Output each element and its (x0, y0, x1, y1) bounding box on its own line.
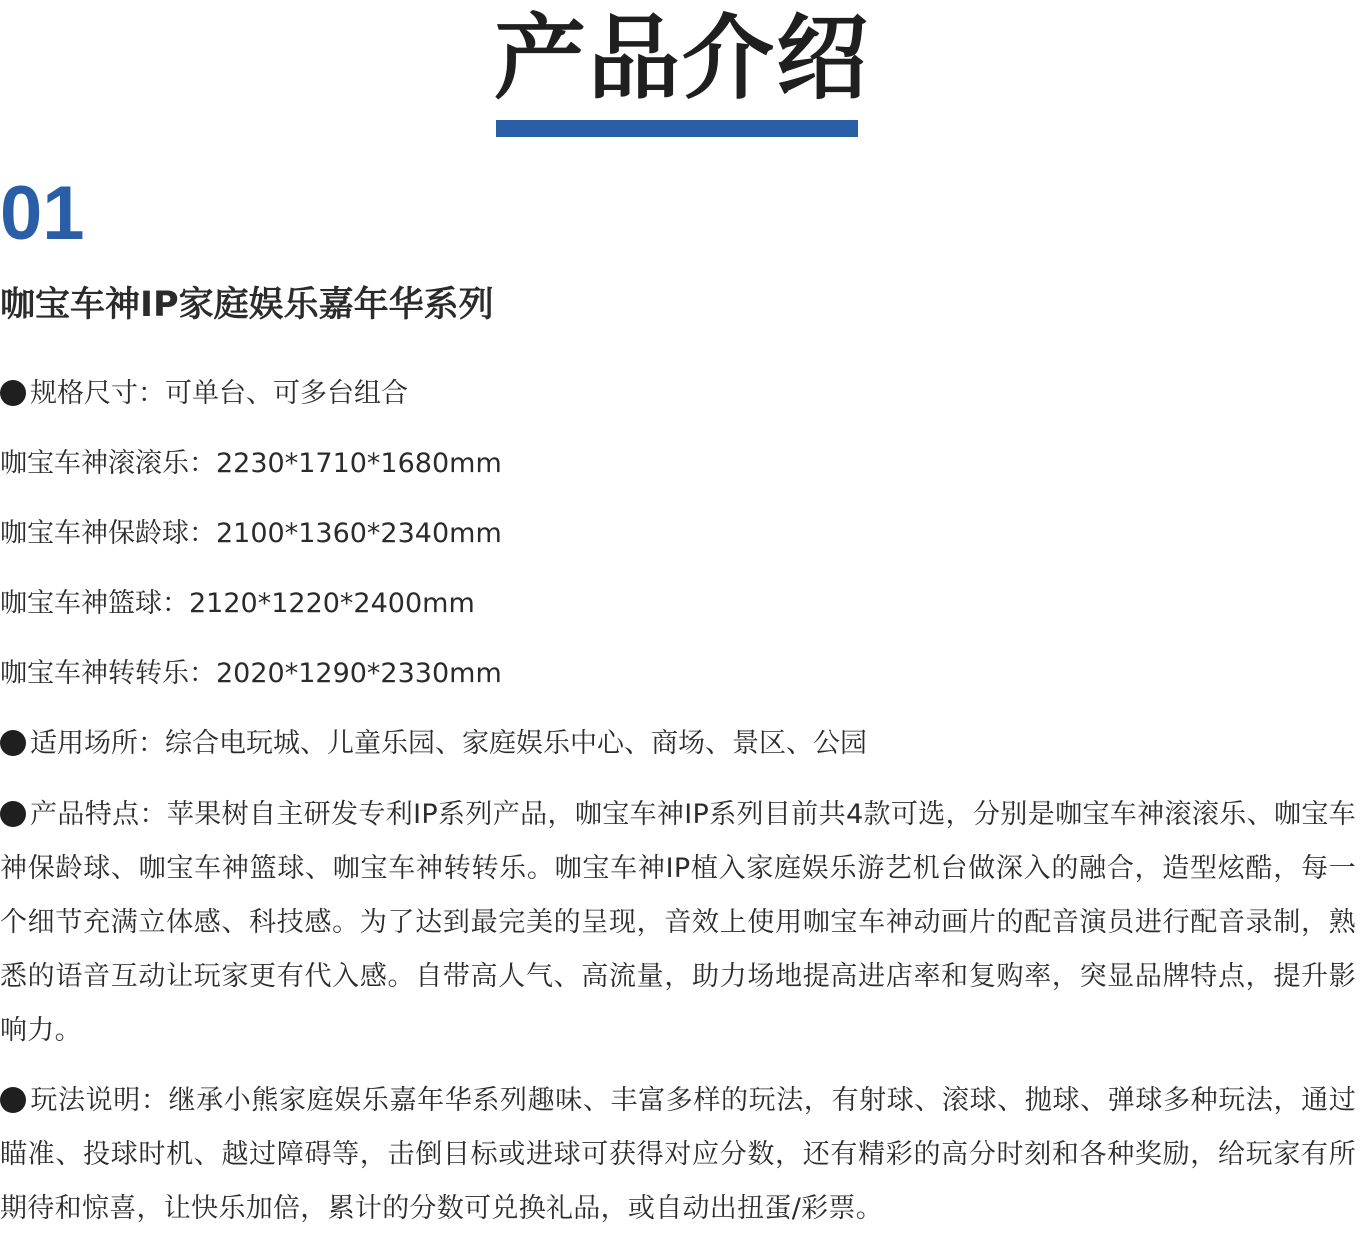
page-title: 产品介绍 (493, 5, 870, 112)
specs-label: 规格尺寸：可单台、可多台组合 (30, 378, 408, 409)
bullet-icon (0, 380, 26, 406)
spec-item-gungunle: 咖宝车神滚滚乐：2230*1710*1680mm (0, 448, 502, 479)
bullet-icon (0, 1087, 26, 1113)
section-number: 01 (0, 171, 85, 256)
section-title: 咖宝车神IP家庭娱乐嘉年华系列 (0, 285, 494, 325)
venues-text: 适用场所：综合电玩城、儿童乐园、家庭娱乐中心、商场、景区、公园 (30, 728, 867, 759)
page-header (0, 0, 1364, 140)
bullet-icon (0, 730, 26, 756)
gameplay-text: 玩法说明：继承小熊家庭娱乐嘉年华系列趣味、丰富多样的玩法，有射球、滚球、抛球、弹球多种玩法，通过瞄准、投球时机、越过障碍等，击倒目标或进球可获得对应分数，还有精彩的高分时刻和各种奖励，给玩家有所期待和惊喜，让快乐加倍，累计的分数可兑换礼品，或自动出扭蛋/彩票。 (0, 1085, 1356, 1224)
title-underline (496, 120, 858, 137)
features-text: 产品特点：苹果树自主研发专利IP系列产品，咖宝车神IP系列目前共4款可选，分别是咖宝车神滚滚乐、咖宝车神保龄球、咖宝车神篮球、咖宝车神转转乐。咖宝车神IP植入家庭娱乐游艺机台做深入的融合，造型炫酷，每一个细节充满立体感、科技感。为了达到最完美的呈现，音效上使用咖宝车神动画片的配音演员进行配音录制，熟悉的语音互动让玩家更有代入感。自带高人气、高流量，助力场地提高进店率和复购率，突显品牌特点，提升影响力。 (0, 799, 1356, 1046)
specs-line (0, 374, 408, 414)
venues-line (0, 724, 867, 764)
spec-item-zhuanzhuanle: 咖宝车神转转乐：2020*1290*2330mm (0, 658, 502, 689)
features-paragraph (0, 788, 1356, 1058)
spec-item-bowling: 咖宝车神保龄球：2100*1360*2340mm (0, 518, 502, 549)
spec-item-basketball: 咖宝车神篮球：2120*1220*2400mm (0, 588, 475, 619)
bullet-icon (0, 801, 26, 827)
gameplay-paragraph (0, 1074, 1356, 1236)
